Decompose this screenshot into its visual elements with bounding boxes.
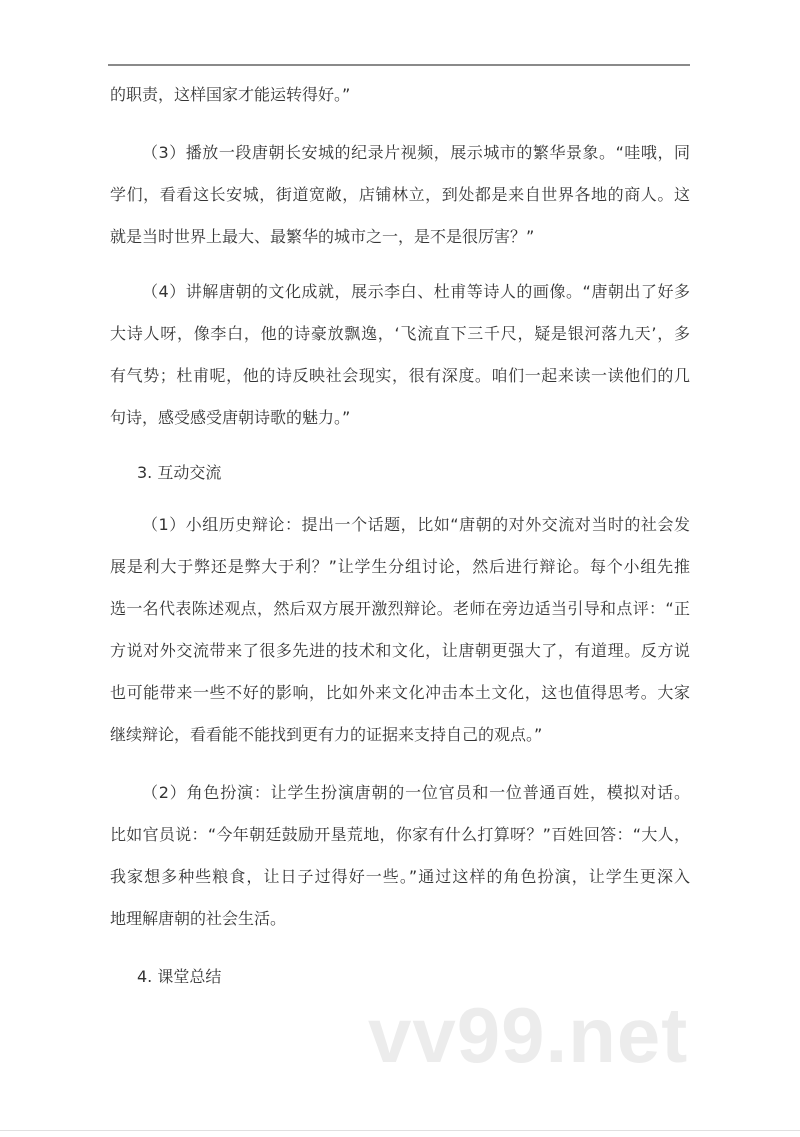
paragraph-role-play [110, 772, 690, 940]
text-line: 地理解唐朝的社会生活。 [110, 909, 287, 928]
paragraph-continuation [110, 74, 690, 116]
text-line: 也可能带来一些不好的影响，比如外来文化冲击本土文化，这也值得思考。大家 [110, 683, 690, 702]
text-line: 展是利大于弊还是弊大于利？”让学生分组讨论，然后进行辩论。每个小组先推 [110, 557, 690, 576]
text-line: （4）讲解唐朝的文化成就，展示李白、杜甫等诗人的画像。“唐朝出了好多 [142, 282, 690, 301]
paragraph-item-3 [110, 132, 690, 258]
text-line: 学们，看看这长安城，街道宽敞，店铺林立，到处都是来自世界各地的商人。这 [110, 185, 690, 204]
text-line: 比如官员说：“今年朝廷鼓励开垦荒地，你家有什么打算呀？”百姓回答：“大人， [110, 825, 690, 844]
section-heading-summary: 4. 课堂总结 [137, 967, 222, 986]
text-line: 就是当时世界上最大、最繁华的城市之一，是不是很厉害？” [110, 227, 535, 246]
paragraph-item-4 [110, 271, 690, 439]
text-line: 句诗，感受感受唐朝诗歌的魅力。” [110, 408, 351, 427]
page-bottom-edge [0, 1130, 800, 1131]
section-heading-interaction: 3. 互动交流 [137, 463, 222, 482]
header-rule [108, 64, 690, 66]
text-line: 继续辩论，看看能不能找到更有力的证据来支持自己的观点。” [110, 725, 543, 744]
text-line: 我家想多种些粮食，让日子过得好一些。”通过这样的角色扮演，让学生更深入 [110, 867, 690, 886]
text-line: （3）播放一段唐朝长安城的纪录片视频，展示城市的繁华景象。“哇哦，同 [142, 143, 690, 162]
paragraph-debate [110, 504, 690, 756]
text-line: 有气势；杜甫呢，他的诗反映社会现实，很有深度。咱们一起来读一读他们的几 [110, 366, 690, 385]
text-line: 方说对外交流带来了很多先进的技术和文化，让唐朝更强大了，有道理。反方说 [110, 641, 690, 660]
text-line: 选一名代表陈述观点，然后双方展开激烈辩论。老师在旁边适当引导和点评：“正 [110, 599, 690, 618]
text-line: 的职责，这样国家才能运转得好。” [110, 85, 351, 104]
text-line: （2）角色扮演：让学生扮演唐朝的一位官员和一位普通百姓，模拟对话。 [142, 783, 690, 802]
text-line: （1）小组历史辩论：提出一个话题，比如“唐朝的对外交流对当时的社会发 [142, 515, 690, 534]
watermark: vv99.net [368, 991, 689, 1079]
text-line: 大诗人呀，像李白，他的诗豪放飘逸，‘飞流直下三千尺，疑是银河落九天’，多 [110, 324, 690, 343]
